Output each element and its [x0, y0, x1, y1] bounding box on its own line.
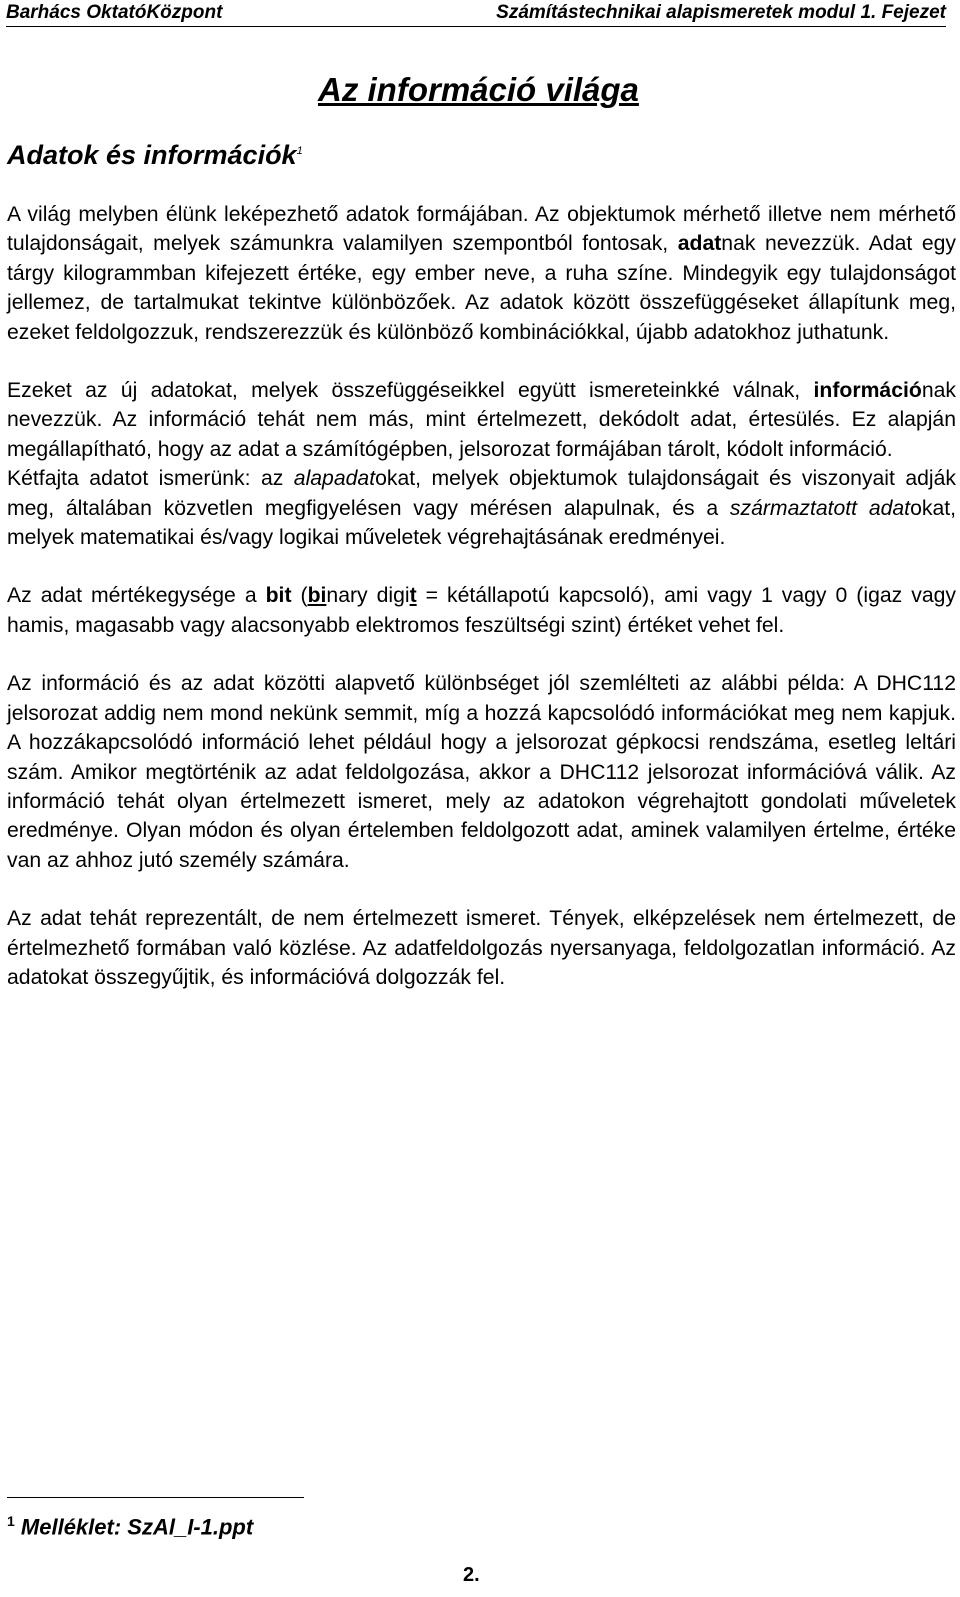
- p4-text-e: nary digi: [326, 584, 410, 608]
- body-text: [7, 200, 956, 992]
- p2-text-c: nak nevezzük. Az információ tehát nem más, mint értelmezett, dekódolt adat, értesülés. Ez alapján megállapítható, hogy az adat a számítógépben, jelsorozat formájában tárolt, kódolt információ.: [7, 379, 956, 461]
- term-alapadat: alapadat: [293, 467, 376, 491]
- term-t: t: [409, 584, 417, 608]
- footnote: [7, 1513, 253, 1540]
- p3-text-c: okat, melyek objektumok tulajdonságait és viszonyait adják meg, általában közvetlen megfigyelésen vagy mérésen alapulnak, és a: [7, 467, 956, 520]
- section-title: [7, 140, 303, 171]
- paragraph-6: Az adat tehát reprezentált, de nem értelmezett ismeret. Tények, elképzelések nem értelmezett, de értelmezhető formában való közlése. Az adatfeldolgozás nyersanyaga, feldolgozatlan információ. Az adatokat összegyűjtik, és információvá dolgozzák fel.: [7, 907, 956, 989]
- term-adat: adat: [677, 232, 722, 256]
- footnote-text: Melléklet: SzAl_I-1.ppt: [14, 1514, 254, 1540]
- p3-text-e: okat, melyek matematikai és/vagy logikai műveletek végrehajtásának eredményei.: [7, 496, 956, 550]
- p2-text-a: Ezeket az új adatokat, melyek összefüggéseikkel együtt ismereteinkké válnak,: [7, 379, 814, 403]
- p4-text-c: (: [291, 584, 308, 608]
- paragraph-1: [7, 200, 956, 347]
- p4-text-g: = kétállapotú kapcsoló), ami vagy 1 vagy 0 (igaz vagy hamis, magasabb vagy alacsonyabb elektromos feszültségi szint) értéket vehet fel.: [7, 584, 956, 637]
- p4-text-a: Az adat mértékegysége a: [7, 584, 266, 608]
- paragraph-2: [7, 376, 956, 464]
- section-title-text: Adatok és információk: [7, 140, 297, 170]
- p1-text-c: nak nevezzük. Adat egy tárgy kilogrammban kifejezett értéke, egy ember neve, a ruha színe. Mindegyik egy tulajdonságot jellemez, de tartalmukat tekintve különbözőek. Az adatok között összefüggéseket állapítunk meg, ezeket feldolgozzuk, rendszerezzük és különböző kombinációkkal, újabb adatokhoz juthatunk.: [7, 232, 956, 344]
- header-right: Számítástechnikai alapismeretek modul 1. Fejezet: [496, 2, 946, 23]
- term-bit: bit: [265, 584, 292, 608]
- p3-text-a: Kétfajta adatot ismerünk: az: [7, 467, 294, 491]
- paragraph-5: Az információ és az adat közötti alapvető különbséget jól szemlélteti az alábbi példa: A DHC112 jelsorozat addig nem mond nekünk semmit, míg a hozzá kapcsolódó információkat meg nem kapjuk. A hozzákapcsolódó információ lehet például hogy a jelsorozat gépkocsi rendszáma, esetleg leltári szám. Amikor megtörténik az adat feldolgozása, akkor a DHC112 jelsorozat információvá válik. Az információ tehát olyan értelmezett ismeret, mely az adatokon végrehajtott gondolati műveletek eredménye. Olyan módon és olyan értelemben feldolgozott adat, aminek valamilyen értelme, értéke van az ahhoz jutó személy számára.: [7, 672, 956, 872]
- header-left: Barhács OktatóKözpont: [6, 2, 223, 23]
- term-szarmaztatott-adat: származtatott adat: [729, 496, 911, 520]
- footnote-mark: 1: [7, 1513, 15, 1529]
- paragraph-4: [7, 581, 956, 640]
- page-number: 2.: [463, 1564, 480, 1586]
- term-bi: bi: [307, 584, 327, 608]
- page-title: Az információ világa: [318, 71, 639, 108]
- footnote-reference: 1: [296, 145, 303, 157]
- page-header: [6, 0, 946, 27]
- p1-text-a: A világ melyben élünk leképezhető adatok formájában. Az objektumok mérhető illetve nem mérhető tulajdonságait, melyek számunkra valamilyen szempontból fontosak,: [7, 203, 956, 256]
- paragraph-3: [7, 464, 956, 552]
- footnote-separator: [7, 1497, 304, 1498]
- term-informacio: információ: [813, 379, 922, 403]
